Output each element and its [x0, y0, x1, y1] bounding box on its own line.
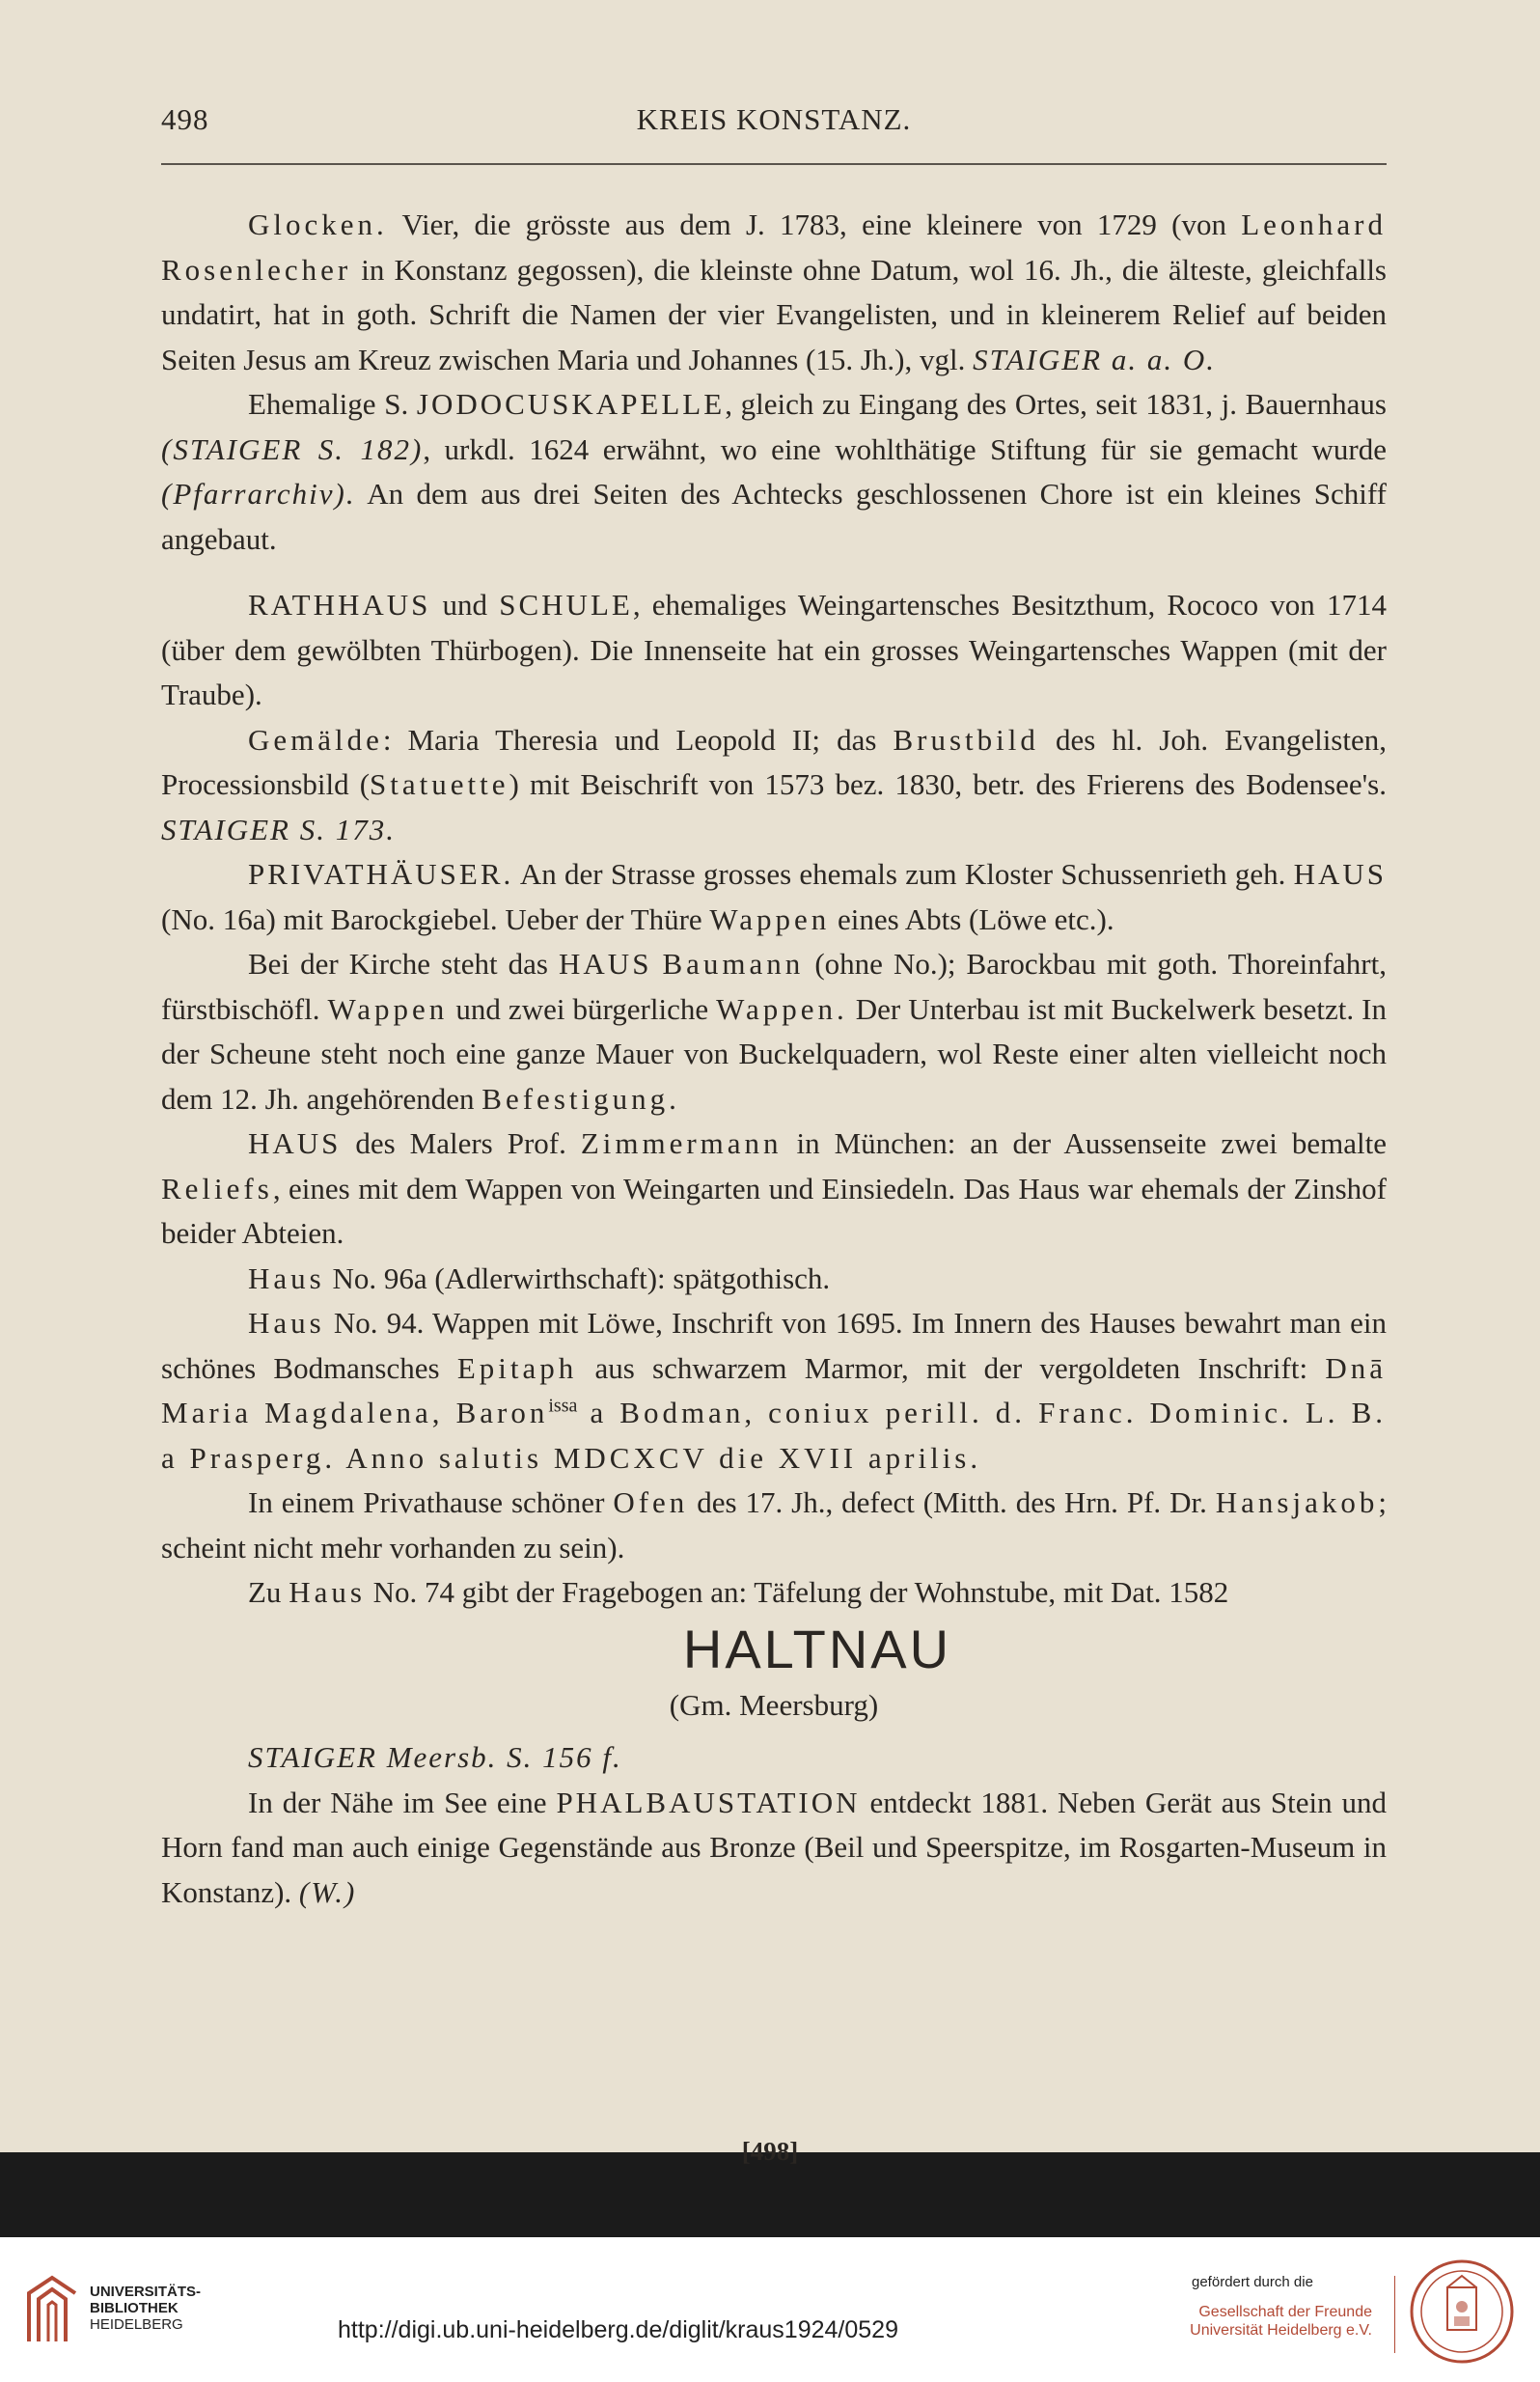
paragraph-haus-baumann: Bei der Kirche steht das HAUS Baumann (ohne No.); Barockbau mit goth. Thoreinfahrt, fürstbischöfl. Wappen und zwei bürgerliche Wappen. Der Unterbau ist mit Buckelwerk besetzt. In der Scheune steht noch eine ganze Mauer von Buckelquadern, wol Reste einer alten vielleicht noch dem 12. Jh. angehörenden Befestigung.: [161, 947, 1388, 1116]
sponsor-label: gefördert durch die: [1192, 2274, 1313, 2290]
paragraph-haus-74: Zu Haus No. 74 gibt der Fragebogen an: Täfelung der Wohnstube, mit Dat. 1582: [248, 1575, 1229, 1609]
paragraph-haus-96a: Haus No. 96a (Adlerwirthschaft): spätgothisch.: [248, 1260, 831, 1295]
digitization-footer: [0, 2237, 1540, 2382]
university-seal-icon: [1409, 2258, 1515, 2365]
section-subtitle: (Gm. Meersburg): [669, 1687, 879, 1722]
section-reference: STAIGER Meersb. S. 156 f.: [248, 1740, 622, 1774]
paragraph-haus-zimmermann: HAUS des Malers Prof. Zimmermann in München: an der Aussenseite zwei bemalte Reliefs, eines mit dem Wappen von Weingarten und Einsiedeln. Das Haus war ehemals der Zinshof beider Abteien.: [161, 1126, 1387, 1250]
paragraph-privathaeuser: PRIVATHÄUSER. An der Strasse grosses ehemals zum Kloster Schussenrieth geh. HAUS (No. 16a) mit Barockgiebel. Ueber der Thüre Wappen eines Abts (Löwe etc.).: [161, 857, 1387, 936]
page-marker: [498]: [741, 2137, 799, 2166]
paragraph-rathhaus: RATHHAUS und SCHULE, ehemaliges Weingartensches Besitzthum, Rococo von 1714 (über dem gewölbten Thürbogen). Die Innenseite hat ein grosses Weingartensches Wappen (mit der Traube).: [161, 588, 1387, 711]
paragraph-haltnau: In der Nähe im See eine PHALBAUSTATION entdeckt 1881. Neben Gerät aus Stein und Horn fand man auch einige Gegenstände aus Bronze (Beil und Speerspitze, im Rosgarten-Museum in Konstanz). (W.): [161, 1785, 1387, 1909]
library-logo-icon: [23, 2274, 79, 2343]
permalink-url[interactable]: http://digi.ub.uni-heidelberg.de/diglit/kraus1924/0529: [338, 2316, 898, 2343]
sponsor-name: Gesellschaft der Freunde Universität Heidelberg e.V.: [1190, 2304, 1372, 2339]
running-title: KREIS KONSTANZ.: [636, 102, 912, 136]
paragraph-haus-94: Haus No. 94. Wappen mit Löwe, Inschrift von 1695. Im Innern des Hauses bewahrt man ein schönes Bodmansches Epitaph aus schwarzem Marmor, mit der vergoldeten Inschrift: Dnā Maria Magdalena, Baron$^{issa}$ a Bodman, coniux perill. d. Franc. Dominic. L. B. a Prasperg. Anno salutis MDCXCV die XVII aprilis.: [161, 1306, 1387, 1475]
paragraph-ofen: In einem Privathause schöner Ofen des 17. Jh., defect (Mitth. des Hrn. Pf. Dr. Hansjakob; scheint nicht mehr vorhanden zu sein).: [161, 1485, 1387, 1565]
paragraph-glocken: Glocken. Vier, die grösste aus dem J. 1783, eine kleinere von 1729 (von Leonhard Rosenlecher in Konstanz gegossen), die kleinste ohne Datum, wol 16. Jh., die älteste, gleichfalls undatirt, hat in goth. Schrift die Namen der vier Evangelisten, und in kleinerem Relief auf beiden Seiten Jesus am Kreuz zwischen Maria und Johannes (15. Jh.), vgl. STAIGER a. a. O.: [161, 208, 1387, 376]
page-number: 498: [161, 102, 209, 136]
page-body: [161, 203, 1387, 1915]
paragraph-gemaelde: Gemälde: Maria Theresia und Leopold II; das Brustbild des hl. Joh. Evangelisten, Processionsbild (Statuette) mit Beischrift von 1573 bez. 1830, betr. des Frierens des Bodensee's. STAIGER S. 173.: [161, 722, 1387, 846]
paragraph-jodocuskapelle: Ehemalige S. JODOCUSKAPELLE, gleich zu Eingang des Ortes, seit 1831, j. Bauernhaus (STAIGER S. 182), urkdl. 1624 erwähnt, wo eine wohlthätige Stiftung für sie gemacht wurde (Pfarrarchiv). An dem aus drei Seiten des Achtecks geschlossenen Chore ist ein kleines Schiff angebaut.: [161, 387, 1387, 556]
section-title: HALTNAU: [682, 1618, 952, 1679]
page-header: [161, 100, 1387, 143]
header-rule: [161, 163, 1387, 165]
footer-divider: [1394, 2276, 1395, 2353]
library-name: UNIVERSITÄTS- BIBLIOTHEK HEIDELBERG: [90, 2284, 202, 2333]
